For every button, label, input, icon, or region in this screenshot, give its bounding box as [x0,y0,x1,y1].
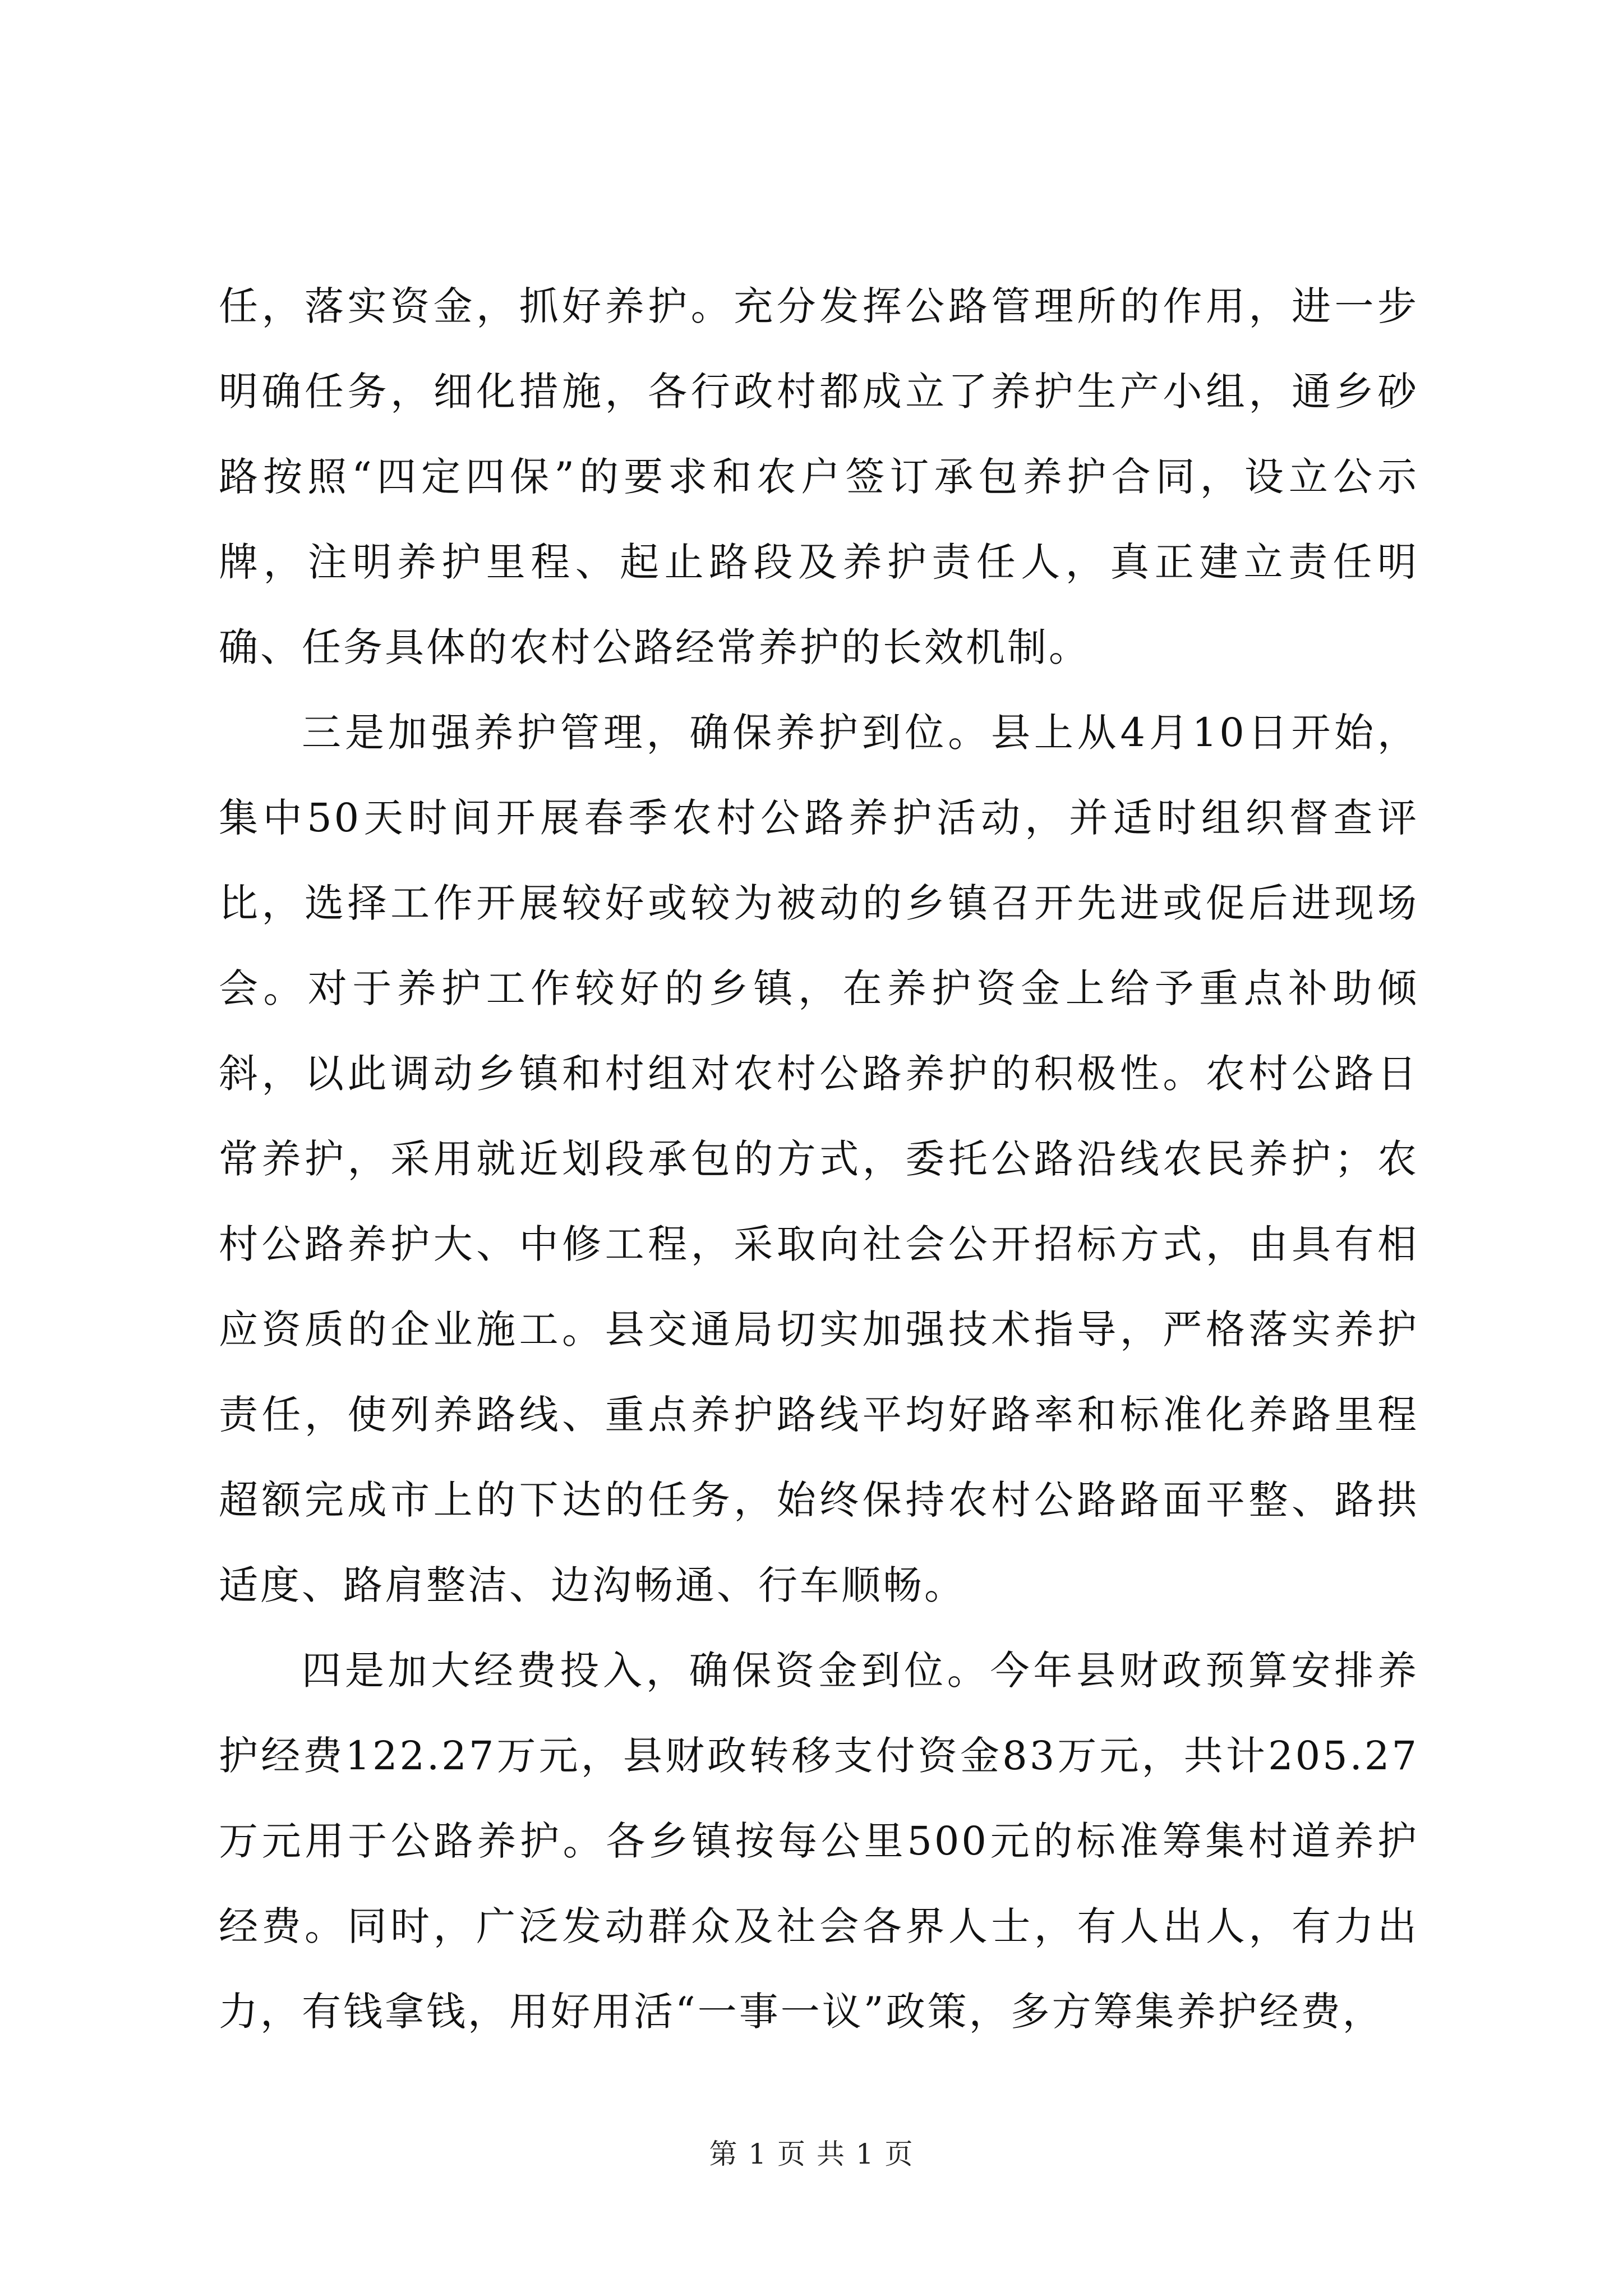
paragraph-2: 三是加强养护管理，确保养护到位。县上从4月10日开始，集中50天时间开展春季农村公路养护活动，并适时组织督查评比，选择工作开展较好或较为被动的乡镇召开先进或促后进现场会。对于养护工作较好的乡镇，在养护资金上给予重点补助倾斜，以此调动乡镇和村组对农村公路养护的积极性。农村公路日常养护，采用就近划段承包的方式，委托公路沿线农民养护；农村公路养护大、中修工程，采取向社会公开招标方式，由具有相应资质的企业施工。县交通局切实加强技术指导，严格落实养护责任，使列养路线、重点养护路线平均好路率和标准化养路里程超额完成市上的下达的任务，始终保持农村公路路面平整、路拱适度、路肩整洁、边沟畅通、行车顺畅。 [219,710,1419,1608]
paragraph-1: 任，落实资金，抓好养护。充分发挥公路管理所的作用，进一步明确任务，细化措施，各行政村都成立了养护生产小组，通乡砂路按照“四定四保”的要求和农户签订承包养护合同，设立公示牌，注明养护里程、起止路段及养护责任人，真正建立责任明确、任务具体的农村公路经常养护的长效机制。 [219,283,1419,670]
document-body [219,264,1419,2054]
page-footer: 第 1 页 共 1 页 [709,2138,914,2170]
paragraph-3: 四是加大经费投入，确保资金到位。今年县财政预算安排养护经费122.27万元，县财政转移支付资金83万元，共计205.27万元用于公路养护。各乡镇按每公里500元的标准筹集村道养护经费。同时，广泛发动群众及社会各界人士，有人出人，有力出力，有钱拿钱，用好用活“一事一议”政策，多方筹集养护经费， [219,1648,1419,2035]
